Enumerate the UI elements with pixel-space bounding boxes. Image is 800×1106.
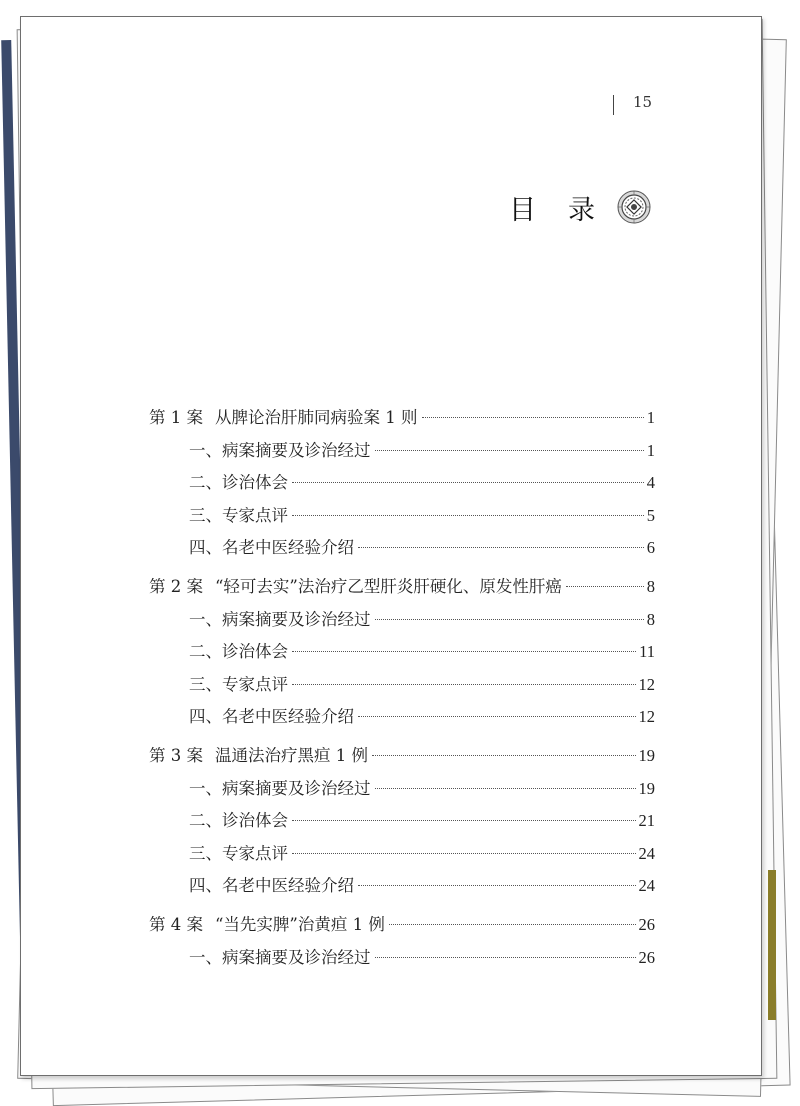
toc-entry-title: 四、名老中医经验介绍 (189, 707, 354, 727)
toc-page-number: 19 (638, 778, 655, 798)
toc-section-entry[interactable] (149, 604, 655, 637)
toc-entry-title: 二、诊治体会 (189, 473, 288, 493)
toc-case-entry[interactable] (149, 402, 655, 435)
dot-leader (292, 515, 644, 516)
toc-page (20, 16, 762, 1076)
toc-entry-title: 一、病案摘要及诊治经过 (189, 440, 371, 460)
toc-page-number: 5 (646, 505, 655, 525)
toc-section-entry[interactable] (149, 870, 655, 903)
toc-page-number: 1 (646, 408, 655, 427)
toc-entry-title: 四、名老中医经验介绍 (189, 876, 354, 896)
toc-entry-title: 三、专家点评 (189, 674, 288, 694)
toc-entry-title: 二、诊治体会 (189, 642, 288, 662)
toc-entry-title: “当先实脾”治黄疸 1 例 (215, 914, 385, 934)
toc-section-entry[interactable] (149, 636, 655, 669)
toc-entry-title: 一、病案摘要及诊治经过 (189, 609, 371, 629)
toc-case-entry[interactable] (149, 571, 655, 604)
toc-page-number: 4 (646, 473, 655, 493)
toc-entry-title: “轻可去实”法治疗乙型肝炎肝硬化、原发性肝癌 (215, 576, 562, 596)
toc-entry-title: 四、名老中医经验介绍 (189, 538, 354, 558)
dot-leader (422, 417, 644, 418)
toc-case-entry[interactable] (149, 909, 655, 942)
book-cover-edge (768, 870, 776, 1020)
toc-page-number: 12 (638, 674, 655, 694)
dot-leader (292, 482, 644, 483)
toc-entry-title: 一、病案摘要及诊治经过 (189, 947, 371, 967)
toc-page-number: 8 (646, 609, 655, 629)
toc-section-entry[interactable] (149, 701, 655, 734)
page-title-char: 录 (568, 194, 595, 226)
dot-leader (389, 924, 636, 925)
dot-leader (292, 853, 636, 854)
toc-entry-title: 三、专家点评 (189, 505, 288, 525)
toc-section-entry[interactable] (149, 773, 655, 806)
table-of-contents (149, 402, 655, 974)
toc-page-number: 24 (638, 843, 655, 863)
toc-page-number: 6 (646, 538, 655, 558)
toc-page-number: 24 (638, 876, 655, 896)
toc-page-number: 11 (639, 642, 655, 662)
toc-entry-title: 从脾论治肝肺同病验案 1 则 (215, 408, 418, 427)
round-medallion-icon (617, 190, 651, 224)
toc-section-entry[interactable] (149, 500, 655, 533)
dot-leader (358, 716, 636, 717)
toc-section-entry[interactable] (149, 942, 655, 975)
toc-case-number: 第 2 案 (149, 576, 203, 596)
toc-section-entry[interactable] (149, 805, 655, 838)
toc-section-entry[interactable] (149, 838, 655, 871)
folio-rule (613, 95, 614, 115)
toc-page-number: 8 (646, 576, 655, 596)
dot-leader (375, 450, 644, 451)
toc-entry-title: 温通法治疗黑疸 1 例 (215, 745, 368, 765)
dot-leader (375, 957, 636, 958)
toc-entry-title: 三、专家点评 (189, 843, 288, 863)
toc-case-number: 第 4 案 (149, 914, 203, 934)
toc-page-number: 26 (638, 914, 655, 934)
toc-section-entry[interactable] (149, 435, 655, 468)
toc-entry-title: 二、诊治体会 (189, 811, 288, 831)
toc-case-number: 第 1 案 (149, 408, 203, 427)
toc-entry-title: 一、病案摘要及诊治经过 (189, 778, 371, 798)
toc-page-number: 12 (638, 707, 655, 727)
toc-page-number: 19 (638, 745, 655, 765)
toc-case-entry[interactable] (149, 740, 655, 773)
toc-page-number: 1 (646, 440, 655, 460)
page-number: 15 (633, 93, 653, 111)
toc-section-entry[interactable] (149, 669, 655, 702)
dot-leader (292, 684, 636, 685)
dot-leader (375, 788, 636, 789)
toc-case-number: 第 3 案 (149, 745, 203, 765)
toc-section-entry[interactable] (149, 532, 655, 565)
toc-section-entry[interactable] (149, 467, 655, 500)
toc-page-number: 26 (638, 947, 655, 967)
dot-leader (358, 885, 636, 886)
toc-page-number: 21 (638, 811, 655, 831)
dot-leader (375, 619, 644, 620)
dot-leader (358, 547, 644, 548)
dot-leader (566, 586, 644, 587)
dot-leader (292, 651, 636, 652)
page-title (509, 187, 651, 227)
dot-leader (292, 820, 636, 821)
page-title-char: 目 (509, 194, 536, 226)
dot-leader (372, 755, 636, 756)
